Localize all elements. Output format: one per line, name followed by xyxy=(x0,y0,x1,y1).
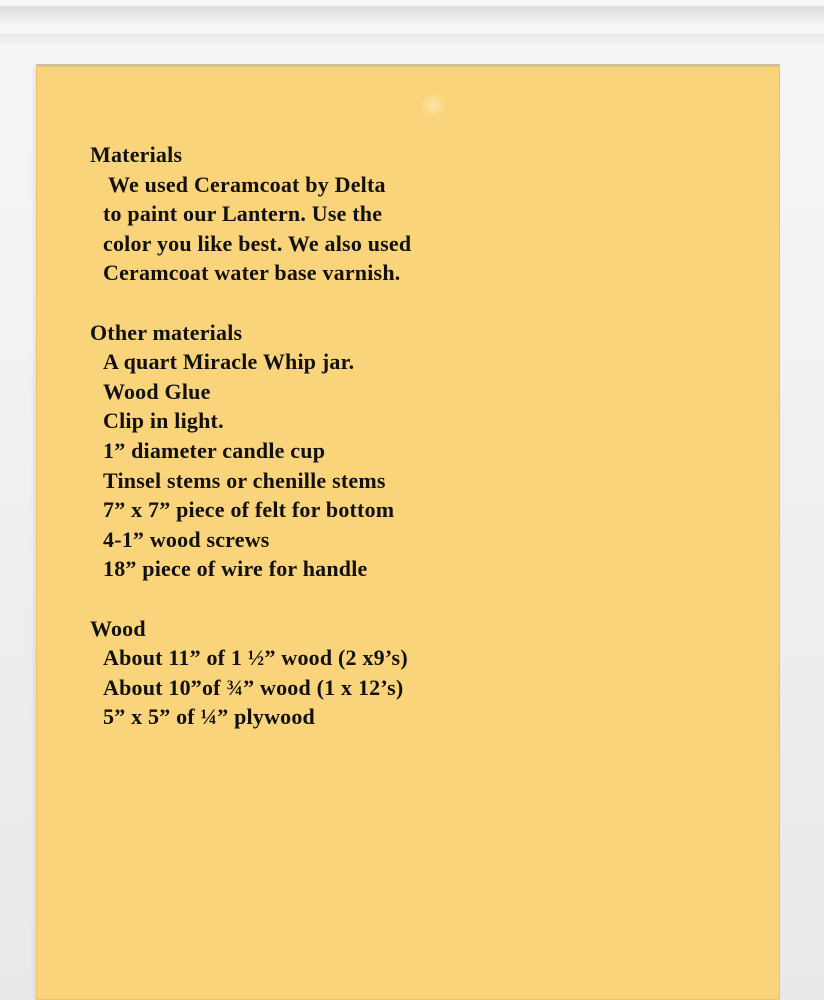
section-wood xyxy=(90,614,750,732)
text-line: Ceramcoat water base varnish. xyxy=(103,260,401,286)
text-line: to paint our Lantern. Use the xyxy=(103,201,383,227)
paper-crease xyxy=(420,92,446,118)
sleeve-top-band xyxy=(0,6,824,24)
list-item: Wood Glue xyxy=(103,378,211,404)
list-item: About 11” of 1 ½” wood (2 x9’s) xyxy=(103,645,408,671)
section-heading: Wood xyxy=(90,615,146,641)
list-item: 18” piece of wire for handle xyxy=(103,556,368,582)
list-item: Tinsel stems or chenille stems xyxy=(103,467,386,493)
section-heading: Materials xyxy=(90,142,183,167)
list-item: About 10”of ¾” wood (1 x 12’s) xyxy=(103,674,404,700)
section-other-materials xyxy=(90,318,750,584)
text-line: We used Ceramcoat by Delta xyxy=(108,171,386,197)
section-materials xyxy=(90,140,750,288)
list-item: 4-1” wood screws xyxy=(103,526,270,552)
list-item: A quart Miracle Whip jar. xyxy=(103,349,355,375)
instruction-text xyxy=(90,140,750,761)
section-heading: Other materials xyxy=(90,319,243,345)
sleeve-seam xyxy=(0,34,824,44)
list-item: 7” x 7” piece of felt for bottom xyxy=(103,497,395,523)
list-item: 1” diameter candle cup xyxy=(103,437,326,463)
text-line: color you like best. We also used xyxy=(103,230,412,256)
list-item: 5” x 5” of ¼” plywood xyxy=(103,704,315,730)
list-item: Clip in light. xyxy=(103,408,224,434)
